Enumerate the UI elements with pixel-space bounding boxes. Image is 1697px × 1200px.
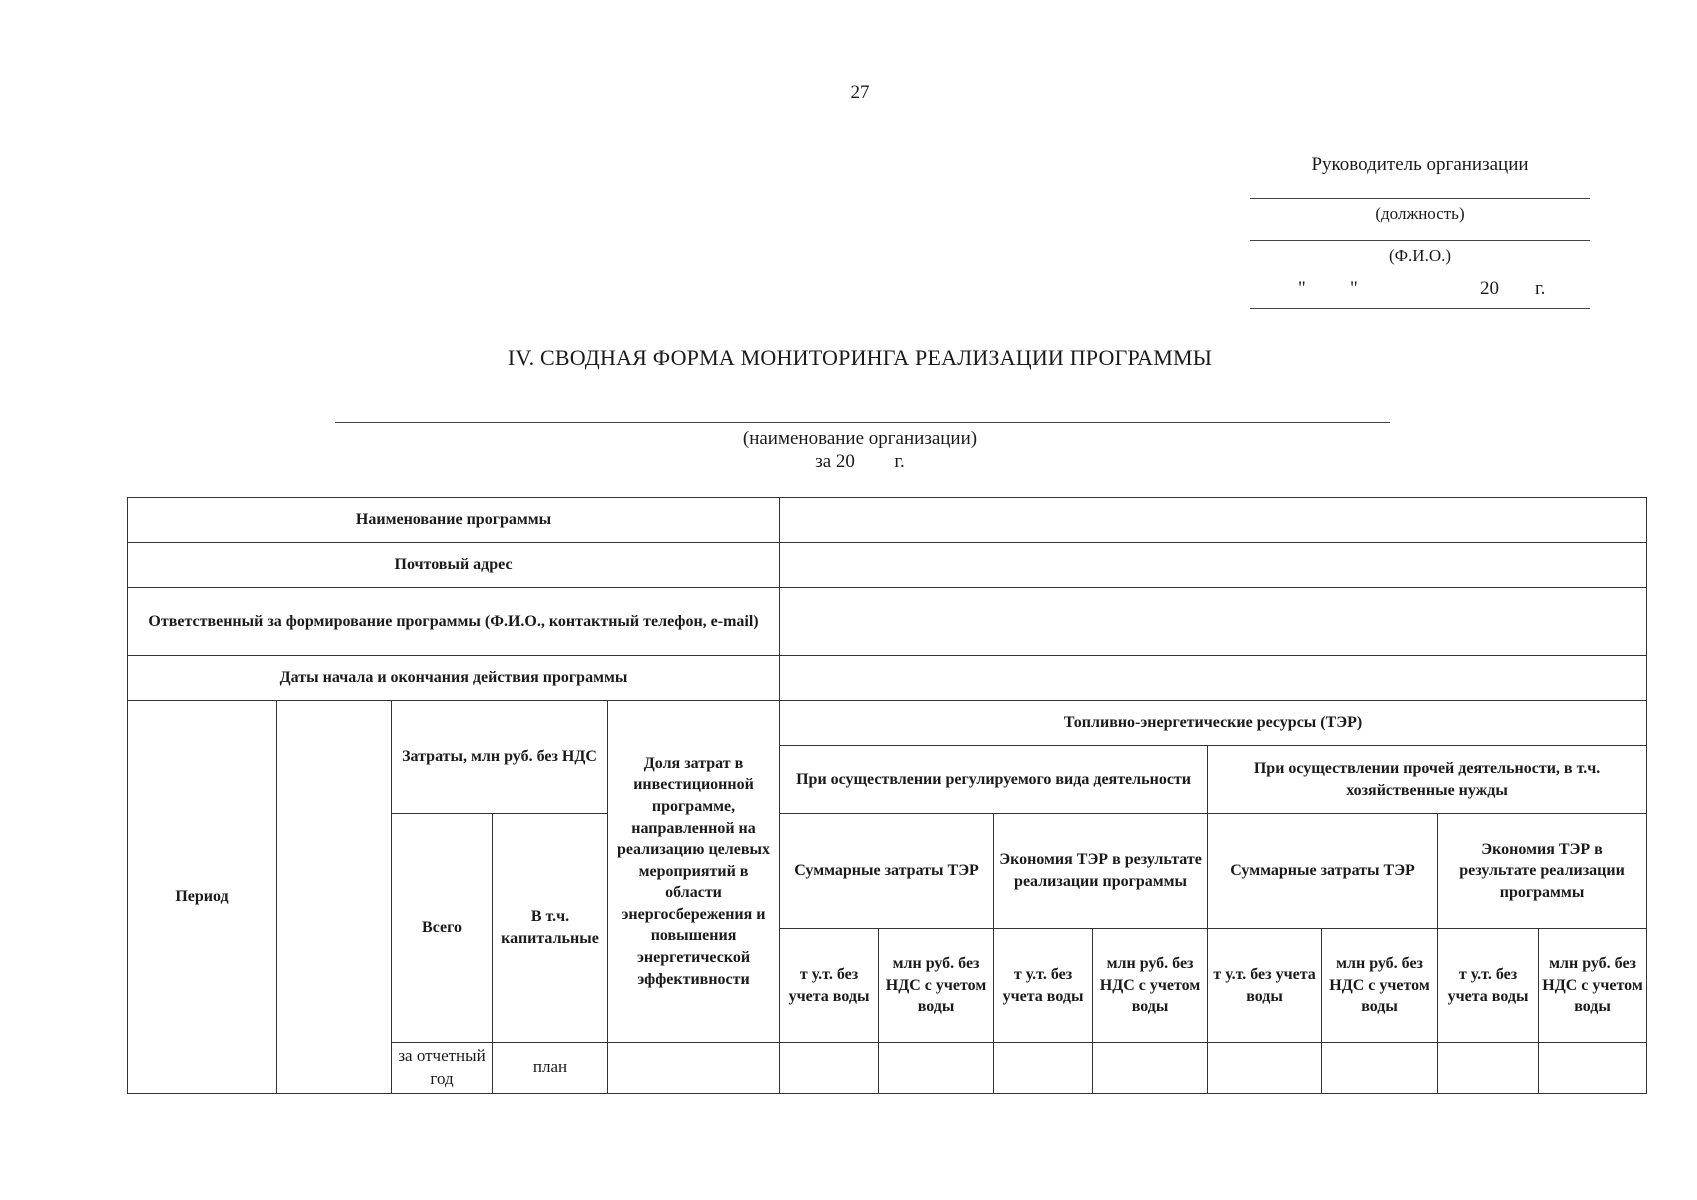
col-header-other-total: Суммарные затраты ТЭР (1208, 814, 1438, 929)
col-header-regulated: При осуществлении регулируемого вида деятельности (780, 746, 1208, 814)
report-year-suffix: г. (894, 451, 905, 472)
date-line (1250, 308, 1590, 309)
info-label-responsible: Ответственный за формирование программы (Ф.И.О., контактный телефон, e-mail) (128, 588, 780, 656)
organization-caption: (наименование организации) (742, 428, 978, 449)
col-header-regulated-savings: Экономия ТЭР в результате реализации программы (994, 814, 1208, 929)
header-row (128, 701, 1647, 746)
cell-costs-capital[interactable] (780, 1043, 879, 1094)
info-label-program-dates: Даты начала и окончания действия программы (128, 656, 780, 701)
signature-title: Руководитель организации (1311, 154, 1529, 175)
info-value-responsible[interactable] (780, 588, 1647, 656)
unit-header-tut: т у.т. без учета воды (1438, 929, 1539, 1043)
cell-other-total-rub[interactable] (1539, 1043, 1647, 1094)
date-year-prefix: 20 (1480, 278, 1499, 299)
position-caption: (должность) (1375, 204, 1465, 223)
date-open-quote: " (1298, 278, 1306, 299)
cell-costs-total[interactable] (608, 1043, 780, 1094)
info-value-program-dates[interactable] (780, 656, 1647, 701)
name-caption: (Ф.И.О.) (1388, 246, 1452, 265)
cell-regulated-savings-rub[interactable] (1322, 1043, 1438, 1094)
col-header-costs-capital: В т.ч. капитальные (493, 814, 608, 1043)
cell-regulated-total-tut[interactable] (994, 1043, 1093, 1094)
info-row (128, 543, 1647, 588)
cell-regulated-savings-tut[interactable] (1208, 1043, 1322, 1094)
position-line (1250, 198, 1590, 199)
col-header-costs: Затраты, млн руб. без НДС (392, 701, 608, 814)
cell-share[interactable] (879, 1043, 994, 1094)
info-value-postal-address[interactable] (780, 543, 1647, 588)
info-label-postal-address: Почтовый адрес (128, 543, 780, 588)
info-label-program-name: Наименование программы (128, 498, 780, 543)
signature-date (1250, 278, 1590, 308)
report-year-prefix: за 20 (815, 451, 855, 472)
col-header-other-savings: Экономия ТЭР в результате реализации программы (1438, 814, 1647, 929)
info-row (128, 588, 1647, 656)
organization-line (335, 422, 1390, 423)
unit-header-rub: млн руб. без НДС с учетом воды (1539, 929, 1647, 1043)
unit-header-rub: млн руб. без НДС с учетом воды (1322, 929, 1438, 1043)
row-period: за отчетный год (392, 1043, 493, 1094)
col-header-ter: Топливно-энергетические ресурсы (ТЭР) (780, 701, 1647, 746)
monitoring-table (127, 497, 1647, 1094)
info-row (128, 656, 1647, 701)
cell-regulated-total-rub[interactable] (1093, 1043, 1208, 1094)
col-header-period: Период (128, 701, 277, 1094)
unit-header-rub: млн руб. без НДС с учетом воды (1093, 929, 1208, 1043)
col-header-blank (277, 701, 392, 1094)
unit-header-rub: млн руб. без НДС с учетом воды (879, 929, 994, 1043)
col-header-other: При осуществлении прочей деятельности, в т.ч. хозяйственные нужды (1208, 746, 1647, 814)
unit-header-tut: т у.т. без учета воды (780, 929, 879, 1043)
info-row (128, 498, 1647, 543)
info-value-program-name[interactable] (780, 498, 1647, 543)
unit-header-tut: т у.т. без учета воды (994, 929, 1093, 1043)
col-header-regulated-total: Суммарные затраты ТЭР (780, 814, 994, 929)
report-year (0, 451, 1697, 473)
cell-other-total-tut[interactable] (1438, 1043, 1539, 1094)
col-header-share: Доля затрат в инвестиционной программе, направленной на реализацию целевых мероприятий в области энергосбережения и повышения энергетической эффективности (608, 701, 780, 1043)
page-number: 27 (850, 82, 870, 103)
col-header-costs-total: Всего (392, 814, 493, 1043)
name-line (1250, 240, 1590, 241)
form-title: IV. СВОДНАЯ ФОРМА МОНИТОРИНГА РЕАЛИЗАЦИИ ПРОГРАММЫ (507, 345, 1213, 370)
date-close-quote: " (1350, 278, 1358, 299)
date-year-suffix: г. (1535, 278, 1546, 299)
signature-block (1250, 150, 1590, 309)
row-type: план (493, 1043, 608, 1094)
unit-header-tut: т у.т. без учета воды (1208, 929, 1322, 1043)
